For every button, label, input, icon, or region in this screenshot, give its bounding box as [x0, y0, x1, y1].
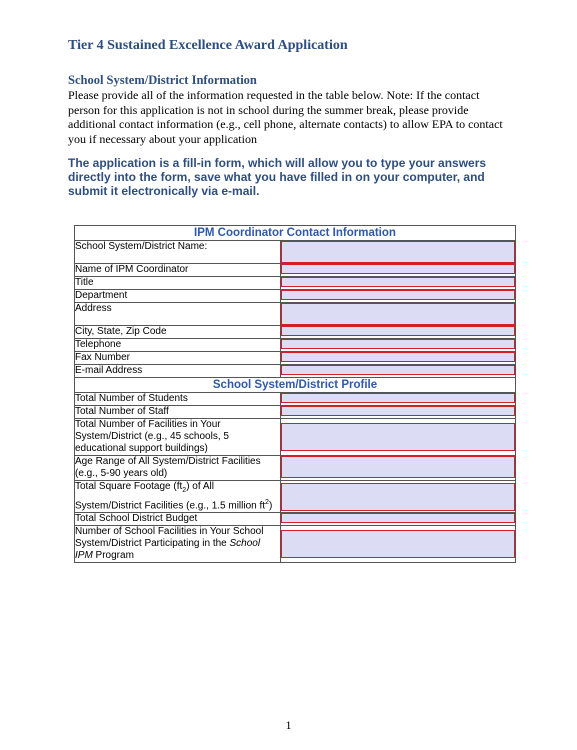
table-row [75, 406, 516, 419]
field-label: Telephone [75, 339, 281, 352]
field-label: Title [75, 277, 281, 290]
table-row [75, 513, 516, 526]
table-row [75, 456, 516, 481]
field-label: Age Range of All System/District Facilities (e.g., 5-90 years old) [75, 456, 281, 481]
field-label: Total School District Budget [75, 513, 281, 526]
title-field[interactable] [281, 277, 515, 287]
field-label: Total Square Footage $(ft_2)$ of All System/District Facilities (e.g., 1.5 million $ft^2$) [75, 481, 281, 513]
table-row [75, 393, 516, 406]
field-label: Fax Number [75, 352, 281, 365]
field-label: Total Number of Staff [75, 406, 281, 419]
field-label: E-mail Address [75, 365, 281, 378]
field-label: Department [75, 290, 281, 303]
field-label: Total Number of Facilities in Your System/District (e.g., 45 schools, 5 educational support buildings) [75, 419, 281, 456]
field-label: Address [75, 303, 281, 326]
field-label: Total Number of Students [75, 393, 281, 406]
address-field[interactable] [281, 303, 515, 325]
participating-facilities-field[interactable] [281, 530, 515, 558]
table-row [75, 241, 516, 264]
square-footage-field[interactable] [281, 483, 515, 511]
field-label: School System/District Name: [75, 241, 281, 264]
application-title: Tier 4 Sustained Excellence Award Application [68, 38, 348, 53]
total-staff-field[interactable] [281, 406, 515, 416]
fax-number-field[interactable] [281, 352, 515, 362]
city-state-zip-field[interactable] [281, 326, 515, 336]
field-label: City, State, Zip Code [75, 326, 281, 339]
age-range-field[interactable] [281, 456, 515, 478]
ipm-form-table [74, 225, 516, 563]
fill-in-note: The application is a fill-in form, which will allow you to type your answers directly into the form, save what you have filled in on your computer, and submit it electronically via e-mail. [68, 156, 487, 198]
table-row [75, 526, 516, 563]
table-row [75, 264, 516, 277]
total-students-field[interactable] [281, 393, 515, 403]
table-row [75, 419, 516, 456]
department-field[interactable] [281, 290, 515, 300]
table-row [75, 277, 516, 290]
table-row [75, 290, 516, 303]
total-facilities-field[interactable] [281, 423, 515, 451]
table-row [75, 326, 516, 339]
table-row [75, 352, 516, 365]
page-number: 1 [285, 718, 292, 732]
contact-info-header: IPM Coordinator Contact Information [75, 226, 516, 241]
table-row [75, 365, 516, 378]
intro-paragraph: Please provide all of the information requested in the table below. Note: If the contact person for this application is not in school during the summer break, please provide additional contact information (e.g., cell phone, alternate contacts) to allow EPA to contact you if necessary about your application [68, 88, 503, 146]
table-row [75, 481, 516, 513]
district-budget-field[interactable] [281, 513, 515, 523]
table-row [75, 339, 516, 352]
district-profile-header: School System/District Profile [75, 378, 516, 393]
section-heading: School System/District Information [68, 73, 257, 87]
district-name-field[interactable] [281, 241, 515, 263]
email-address-field[interactable] [281, 365, 515, 375]
table-row [75, 303, 516, 326]
telephone-field[interactable] [281, 339, 515, 349]
ipm-coordinator-name-field[interactable] [281, 264, 515, 274]
field-label: Name of IPM Coordinator [75, 264, 281, 277]
field-label: Number of School Facilities in Your School System/District Participating in the School IPM Program [75, 526, 281, 563]
